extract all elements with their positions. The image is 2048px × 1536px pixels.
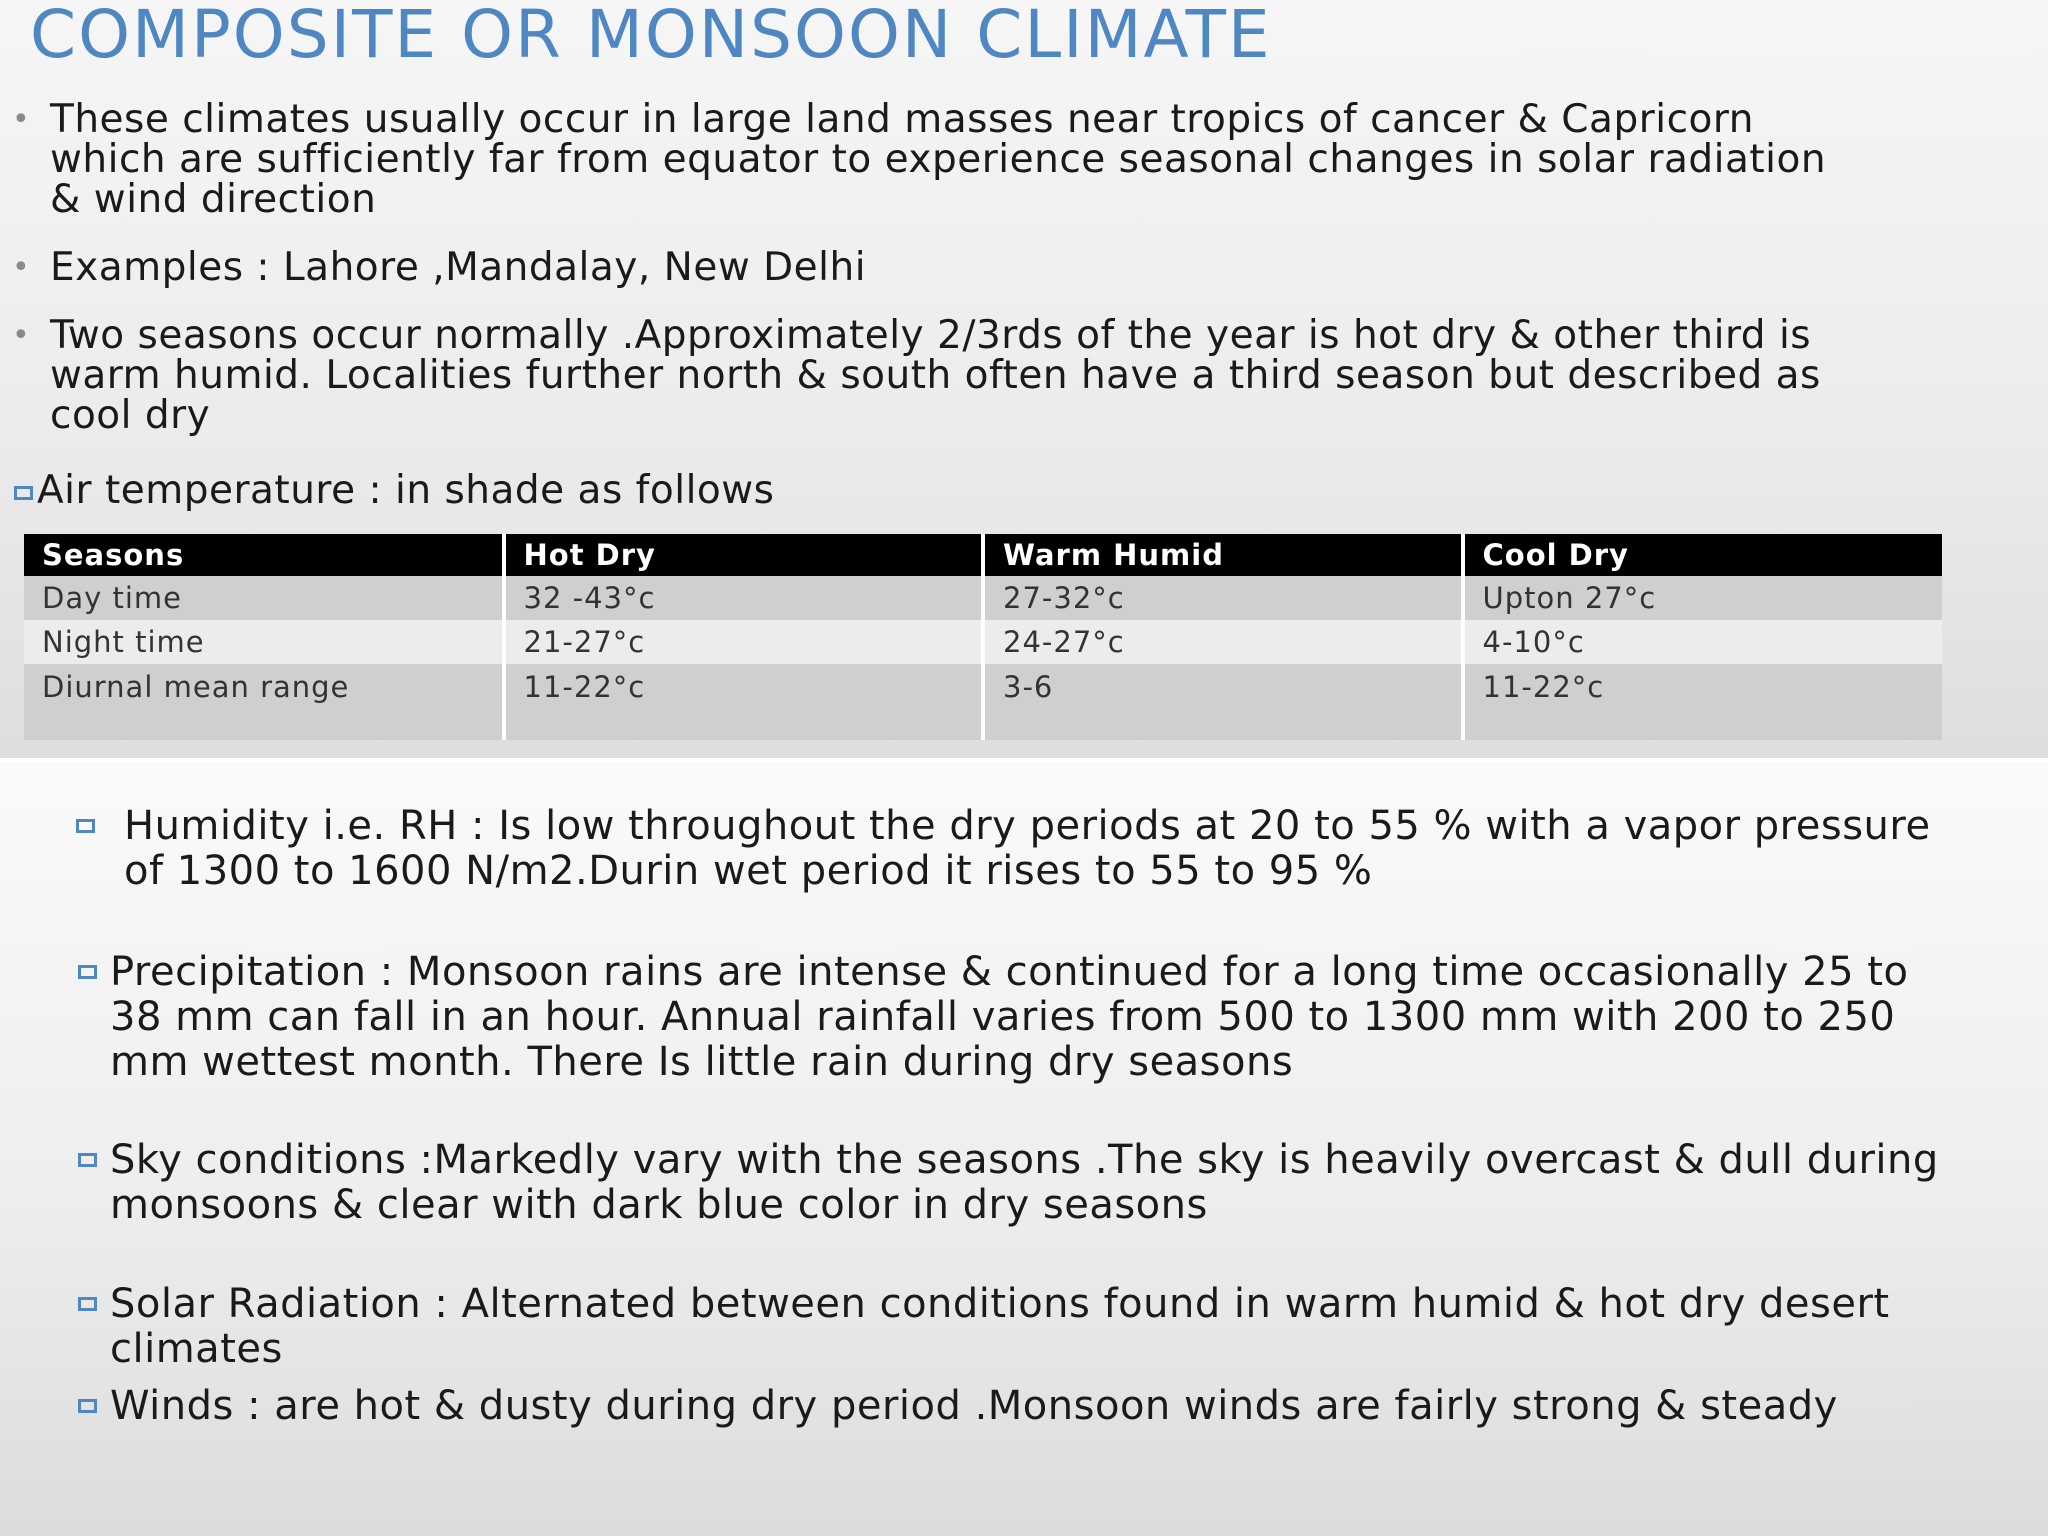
table-cell: Day time	[24, 576, 504, 620]
table-header-row	[24, 534, 1942, 576]
slide-title: COMPOSITE OR MONSOON CLIMATE	[30, 0, 1272, 73]
header-hot-dry: Hot Dry	[504, 534, 984, 576]
header-warm-humid: Warm Humid	[983, 534, 1463, 576]
winds-text: Winds : are hot & dusty during dry period .Monsoon winds are fairly strong & steady	[110, 1383, 1838, 1429]
slide-climate-details	[0, 762, 2048, 1536]
table-cell: 27-32°c	[983, 576, 1463, 620]
bullet-item	[12, 313, 1850, 438]
winds-item	[110, 1384, 1940, 1429]
hollow-square-bullet-icon	[78, 1153, 97, 1167]
solar-radiation-text: Solar Radiation : Alternated between conditions found in warm humid & hot dry desert climates	[110, 1281, 1890, 1372]
precipitation-text: Precipitation : Monsoon rains are intense & continued for a long time occasionally 25 to 38 mm can fall in an hour. Annual rainfall varies from 500 to 1300 mm with 200 to 250 mm wettest month. There Is little rain during dry seasons	[110, 949, 1909, 1085]
humidity-text: Humidity i.e. RH : Is low throughout the dry periods at 20 to 55 % with a vapor pressure of 1300 to 1600 N/m2.Durin wet period it rises to 55 to 95 %	[124, 803, 1931, 894]
bullet-item	[12, 97, 1850, 222]
table-row	[24, 576, 1942, 620]
sky-conditions-text: Sky conditions :Markedly vary with the seasons .The sky is heavily overcast & dull during monsoons & clear with dark blue color in dry seasons	[110, 1137, 1939, 1228]
temperature-table	[24, 534, 1942, 740]
solar-radiation-item	[110, 1282, 1940, 1372]
bullet-item	[12, 245, 1850, 290]
table-cell: Diurnal mean range	[24, 664, 504, 740]
table-cell: 32 -43°c	[504, 576, 984, 620]
hollow-square-bullet-icon	[78, 1297, 97, 1311]
table-cell: Upton 27°c	[1463, 576, 1943, 620]
table-cell: Night time	[24, 620, 504, 664]
hollow-square-bullet-icon	[76, 819, 95, 833]
bullet-text: Two seasons occur normally .Approximately 2/3rds of the year is hot dry & other third is warm humid. Localities further north & south often have a third season but described as cool dry	[50, 313, 1821, 438]
hollow-square-bullet-icon	[14, 486, 33, 500]
precipitation-item	[110, 950, 1940, 1085]
table-row	[24, 620, 1942, 664]
bullet-dot-icon: •	[12, 250, 31, 285]
header-cool-dry: Cool Dry	[1463, 534, 1943, 576]
bullet-text: These climates usually occur in large land masses near tropics of cancer & Capricorn which are sufficiently far from equator to experience seasonal changes in solar radiation & wind direction	[50, 97, 1827, 222]
hollow-square-bullet-icon	[78, 1399, 97, 1413]
air-temperature-heading	[14, 468, 775, 513]
slide-composite-climate	[0, 0, 2048, 758]
bullet-dot-icon: •	[12, 318, 31, 353]
sky-conditions-item	[110, 1138, 1940, 1228]
header-seasons: Seasons	[24, 534, 504, 576]
bullet-text: Examples : Lahore ,Mandalay, New Delhi	[50, 245, 867, 290]
table-cell: 11-22°c	[504, 664, 984, 740]
table-row	[24, 664, 1942, 740]
air-temperature-text: Air temperature : in shade as follows	[37, 468, 775, 513]
humidity-item	[124, 804, 1954, 894]
bullet-dot-icon: •	[12, 102, 31, 137]
hollow-square-bullet-icon	[78, 965, 97, 979]
table-cell: 24-27°c	[983, 620, 1463, 664]
table-cell: 3-6	[983, 664, 1463, 740]
table-cell: 21-27°c	[504, 620, 984, 664]
table-cell: 11-22°c	[1463, 664, 1943, 740]
table-cell: 4-10°c	[1463, 620, 1943, 664]
